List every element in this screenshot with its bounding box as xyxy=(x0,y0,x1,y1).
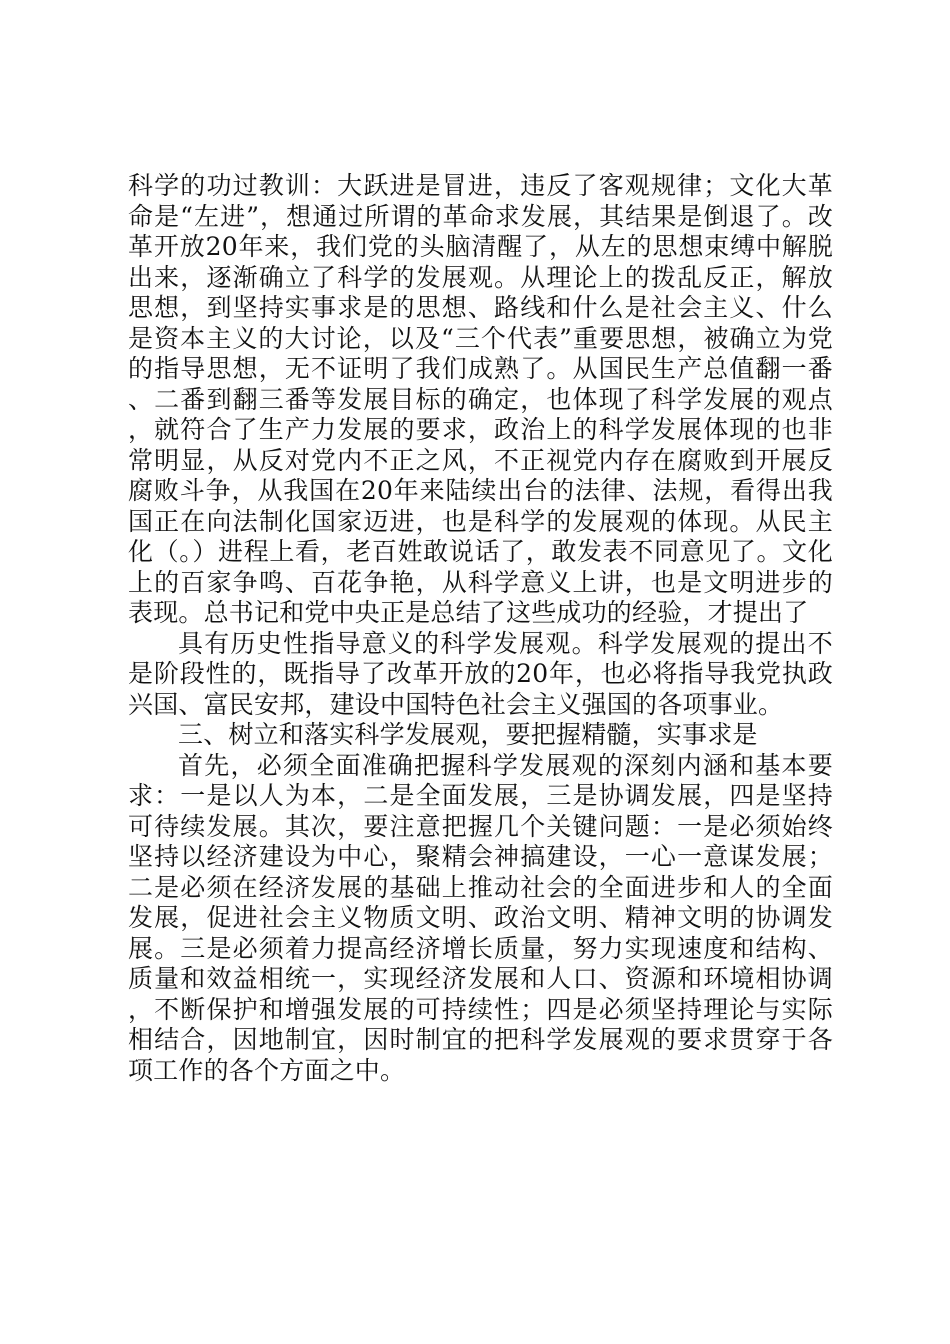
paragraph-key-requirements: 首先，必须全面准确把握科学发展观的深刻内涵和基本要求：一是以人为本，二是全面发展，三是协调发展，四是坚持可待续发展。其次，要注意把握几个关键问题：一是必须始终坚持以经济建设为中心，聚精会神搞建设，一心一意谋发展；二是必须在经济发展的基础上推动社会的全面进步和人的全面发展，促进社会主义物质文明、政治文明、精神文明的协调发展。三是必须着力提高经济增长质量，努力实现速度和结构、质量和效益相统一，实现经济发展和人口、资源和环境相协调，不断保护和增强发展的可持续性；四是必须坚持理论与实际相结合，因地制宜，因时制宜的把科学发展观的要求贯穿于各项工作的各个方面之中。 xyxy=(128,750,833,1085)
paragraph-lessons-of-history: 科学的功过教训：大跃进是冒进，违反了客观规律；文化大革命是“左进”，想通过所谓的革命求发展，其结果是倒退了。改革开放20年来，我们党的头脑清醒了，从左的思想束缚中解脱出来，逐渐确立了科学的发展观。从理论上的拨乱反正，解放思想，到坚持实事求是的思想、路线和什么是社会主义、什么是资本主义的大讨论，以及“三个代表”重要思想，被确立为党的指导思想，无不证明了我们成熟了。从国民生产总值翻一番、二番到翻三番等发展目标的确定，也体现了科学发展的观点，就符合了生产力发展的要求，政治上的科学发展体现的也非常明显，从反对党内不正之风，不正视党内存在腐败到开展反腐败斗争，从我国在20年来陆续出台的法律、法规，看得出我国正在向法制化国家迈进，也是科学的发展观的体现。从民主化（。）进程上看，老百姓敢说话了，敢发表不同意见了。文化上的百家争鸣、百花争艳，从科学意义上讲，也是文明进步的表现。总书记和党中央正是总结了这些成功的经验，才提出了 xyxy=(128,171,833,627)
document-body xyxy=(128,171,833,1086)
section-heading-three: 三、树立和落实科学发展观，要把握精髓，实事求是 xyxy=(178,720,758,749)
paragraph-scientific-outlook-significance: 具有历史性指导意义的科学发展观。科学发展观的提出不是阶段性的，既指导了改革开放的20年，也必将指导我党执政兴国、富民安邦，建设中国特色社会主义强国的各项事业。 xyxy=(128,628,833,719)
